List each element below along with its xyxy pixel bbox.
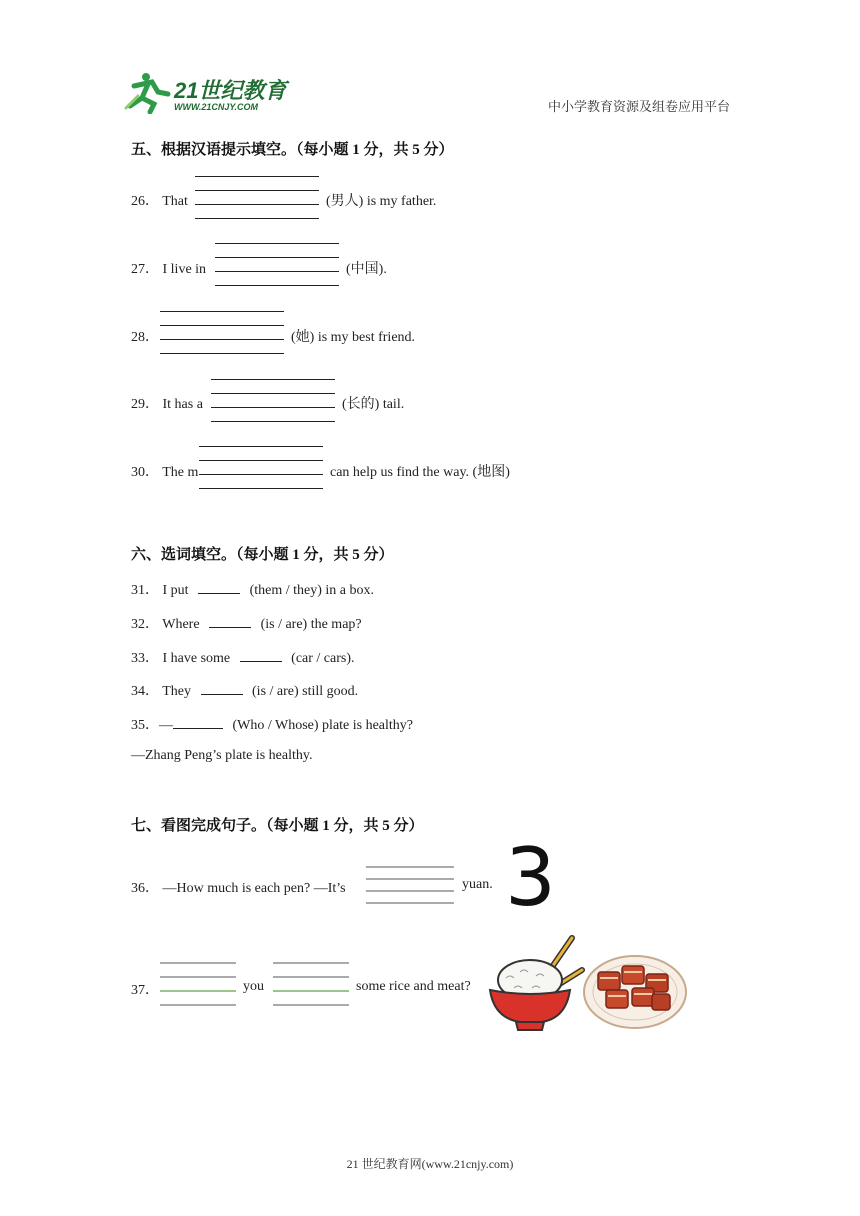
q28-prefix bbox=[131, 326, 159, 346]
q28-suffix: (她) is my best friend. bbox=[291, 330, 416, 345]
rice-bowl-picture bbox=[486, 934, 586, 1032]
logo-text: 21世纪教育 bbox=[174, 78, 287, 103]
footer: 21 世纪教育网(www.21cnjy.com) bbox=[346, 1157, 514, 1171]
q27-pre: I live in bbox=[162, 262, 207, 277]
q31-post: (them / they) in a box. bbox=[249, 583, 374, 598]
q29-prefix bbox=[131, 393, 203, 413]
q26-prefix bbox=[131, 190, 188, 210]
q27-answer-lines[interactable] bbox=[215, 243, 339, 287]
q36-suffix: yuan. bbox=[462, 877, 493, 892]
q34-post: (is / are) still good. bbox=[252, 684, 359, 699]
q29-pre: It has a bbox=[162, 397, 203, 412]
q33-pre: I have some bbox=[162, 651, 231, 666]
header-right-text: 中小学教育资源及组卷应用平台 bbox=[548, 99, 731, 114]
runner-icon bbox=[126, 73, 168, 112]
q31-number: 31． bbox=[131, 583, 159, 598]
q33-blank[interactable] bbox=[240, 649, 282, 662]
q30-number: 30． bbox=[131, 465, 159, 480]
q33 bbox=[131, 647, 355, 667]
q33-post: (car / cars). bbox=[291, 651, 355, 666]
q31-pre: I put bbox=[162, 583, 189, 598]
q27-prefix bbox=[131, 258, 206, 278]
q34-number: 34． bbox=[131, 684, 159, 699]
number-three-picture: 3 bbox=[505, 831, 556, 924]
q36-prefix bbox=[131, 877, 346, 897]
q29-number: 29． bbox=[131, 397, 159, 412]
section6-title: 六、选词填空。（每小题 1 分，共 5 分） bbox=[131, 547, 394, 563]
q32-post: (is / are) the map? bbox=[260, 617, 362, 632]
meat-plate-picture bbox=[582, 954, 688, 1030]
q31-blank[interactable] bbox=[198, 581, 240, 594]
q32-pre: Where bbox=[162, 617, 200, 632]
q30-pre: The m bbox=[162, 465, 199, 480]
q35-number: 35． bbox=[131, 718, 159, 733]
q30-prefix bbox=[131, 461, 198, 481]
q26-number: 26． bbox=[131, 194, 159, 209]
q35-blank[interactable] bbox=[173, 716, 223, 729]
q34-pre: They bbox=[162, 684, 192, 699]
q37-suffix: some rice and meat? bbox=[356, 979, 471, 994]
q26-answer-lines[interactable] bbox=[195, 176, 319, 220]
section7-title: 七、看图完成句子。（每小题 1 分，共 5 分） bbox=[131, 818, 424, 834]
q34 bbox=[131, 680, 358, 700]
q27-suffix: (中国). bbox=[346, 262, 387, 277]
q35-answer-line: —Zhang Peng’s plate is healthy. bbox=[131, 748, 313, 763]
q32 bbox=[131, 613, 362, 633]
logo bbox=[124, 70, 294, 114]
q28-number: 28． bbox=[131, 330, 159, 345]
q35 bbox=[131, 714, 413, 734]
q32-blank[interactable] bbox=[209, 615, 251, 628]
q35-pre: — bbox=[159, 718, 173, 733]
q37-mid: you bbox=[243, 979, 264, 994]
q36-number: 36． bbox=[131, 881, 159, 896]
q35-post: (Who / Whose) plate is healthy? bbox=[232, 718, 414, 733]
q36-answer-lines[interactable] bbox=[366, 866, 454, 906]
q27-number: 27． bbox=[131, 262, 159, 277]
q26-pre: That bbox=[162, 194, 188, 209]
logo-url: WWW.21CNJY.COM bbox=[174, 102, 259, 112]
q29-suffix: (长的) tail. bbox=[342, 397, 405, 412]
q29-answer-lines[interactable] bbox=[211, 379, 335, 423]
q34-blank[interactable] bbox=[201, 682, 243, 695]
q37-number: 37． bbox=[131, 983, 159, 998]
q32-number: 32． bbox=[131, 617, 159, 632]
q26-suffix: (男人) is my father. bbox=[326, 194, 437, 209]
q36-pre: —How much is each pen? —It’s bbox=[162, 881, 346, 896]
section5-title: 五、根据汉语提示填空。（每小题 1 分，共 5 分） bbox=[131, 142, 454, 158]
q37-blank-1[interactable] bbox=[160, 962, 236, 1008]
q33-number: 33． bbox=[131, 651, 159, 666]
q30-suffix: can help us find the way. (地图) bbox=[330, 465, 510, 480]
q31 bbox=[131, 579, 374, 599]
q37-blank-2[interactable] bbox=[273, 962, 349, 1008]
q30-answer-lines[interactable] bbox=[199, 446, 323, 490]
q28-answer-lines[interactable] bbox=[160, 311, 284, 355]
